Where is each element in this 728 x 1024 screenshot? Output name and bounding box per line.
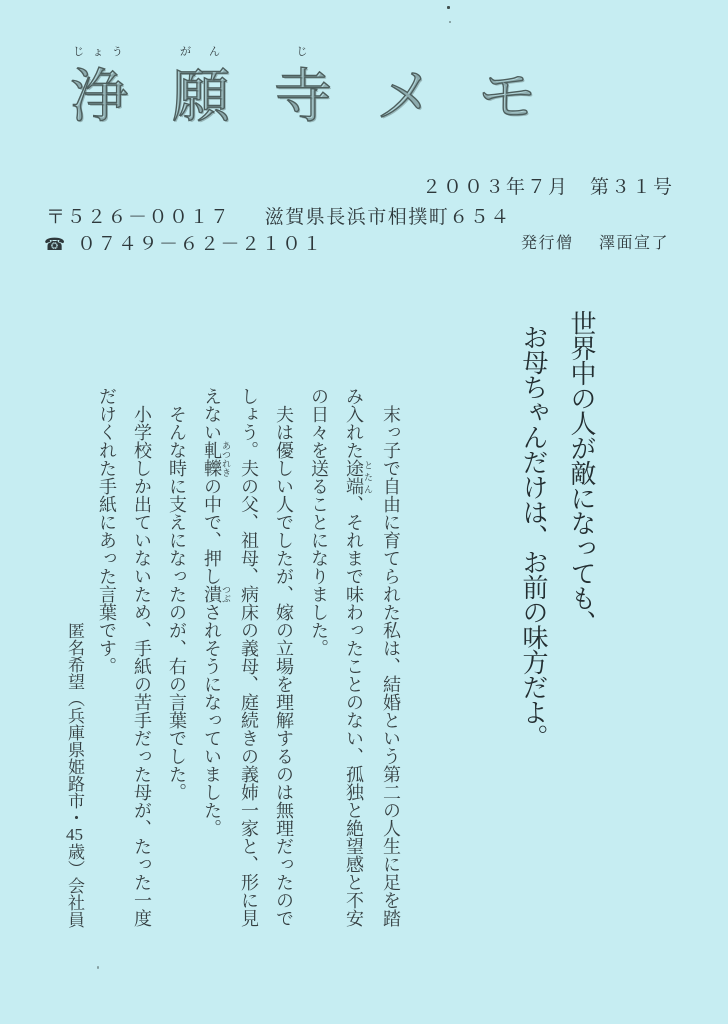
article-column: えない軋轢 あつれきの中で、押し潰 つぶされそうになっていました。: [202, 387, 231, 837]
phone-line: [44, 229, 323, 256]
title-character: モ: [478, 64, 537, 129]
scan-speck: [447, 6, 450, 9]
title-character: 浄じょう: [70, 46, 129, 129]
title-character: メ: [376, 64, 435, 129]
publisher-label: 発行僧: [521, 235, 574, 252]
article-column: 末っ子で自由に育てられた私は、結婚という第二の人生に足を踏: [381, 387, 401, 927]
article-column: の日々を送ることになりました。: [309, 387, 329, 657]
scan-speck: [449, 21, 451, 23]
headline-line: 世界中の人が敵になっても、: [567, 310, 596, 635]
byline: 匿名希望（兵庫県姫路市・45歳）会社員: [65, 622, 84, 928]
title-character: 寺じ: [274, 46, 333, 129]
scan-speck: [97, 966, 99, 969]
headline: [505, 306, 605, 776]
postal-code: 〒５２６－００１７: [46, 207, 231, 228]
tate-chu-yoko-number: 45: [66, 826, 83, 843]
article-column: 小学校しか出ていないため、手紙の苦手だった母が、たった一度: [132, 387, 152, 927]
article-column: しょう。夫の父、祖母、病床の義母、庭続きの義姉一家と、形に見: [239, 387, 259, 927]
publisher-line: [521, 230, 669, 253]
publisher-name: 澤面宣了: [599, 235, 670, 252]
title-character: 願がん: [172, 46, 231, 129]
article-column: 夫は優しい人でしたが、嫁の立場を理解するのは無理だったので: [274, 387, 294, 927]
article-column: そんな時に支えになったのが、右の言葉でした。: [167, 387, 187, 801]
article-column: み入れた途端 とたん、それまで味わったことのない、孤独と絶望感と不安: [344, 387, 373, 927]
address-line: [46, 202, 511, 229]
telephone-icon: ☎: [44, 235, 67, 254]
issue-date-number: ２００３年７月 第３１号: [421, 177, 674, 198]
page-title: [70, 46, 536, 131]
phone-number: ０７４９－６２－２１０１: [76, 234, 323, 255]
street-address: 滋賀県長浜市相撲町６５４: [264, 207, 511, 228]
article-body: [58, 387, 408, 947]
article-column: だけくれた手紙にあった言葉です。: [97, 387, 117, 675]
headline-line: お母ちゃんだけは、お前の味方だよ。: [519, 324, 548, 749]
